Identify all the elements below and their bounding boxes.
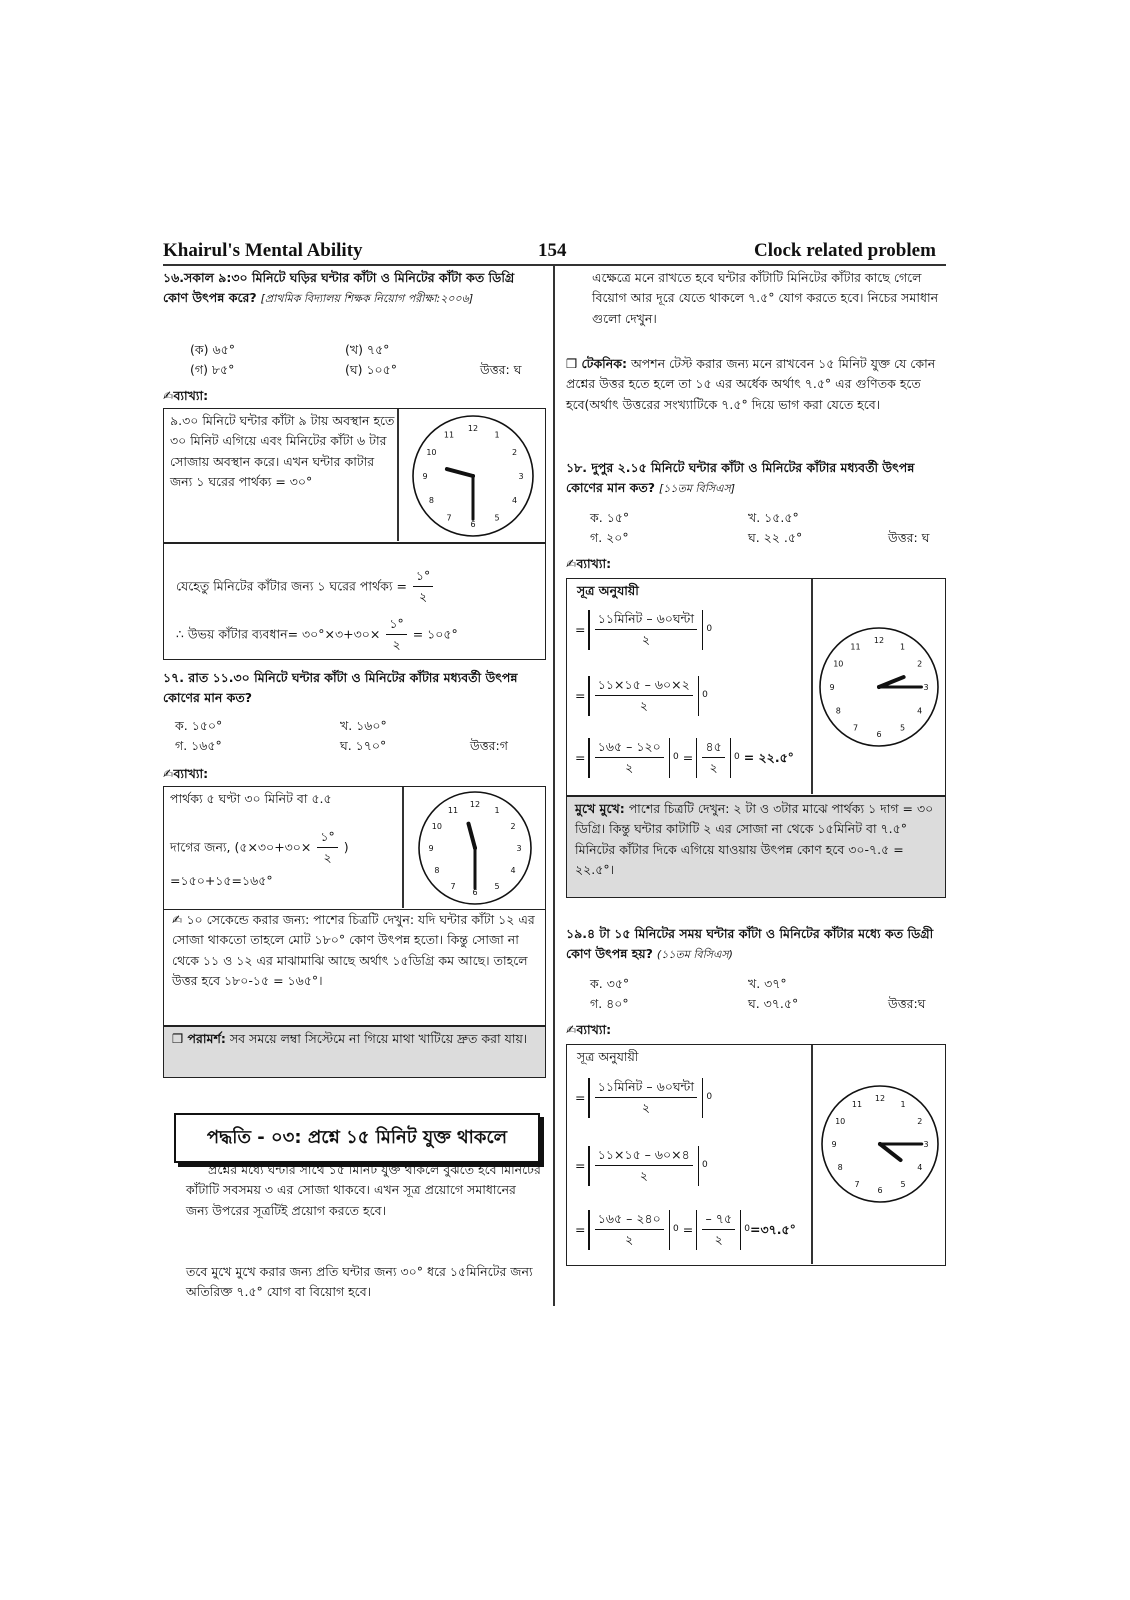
question-19-result: =৩৭.৫° xyxy=(749,1221,796,1237)
clock-number: 1 xyxy=(899,642,906,652)
clock-number: 2 xyxy=(917,1117,923,1126)
clock-number: 1 xyxy=(494,805,500,815)
question-16-calc-line-2: ∴ উভয় কাঁটার ব্যবধান= ৩০°×৩+৩০× $\frac{১^\circ}{২}$ = ১০৫° xyxy=(176,616,458,653)
clock-number: 3 xyxy=(923,683,929,692)
quick-method-label: মুখে মুখে: xyxy=(575,801,625,816)
option-kha: (খ) ৭৫° xyxy=(345,342,390,357)
clock-number: 12 xyxy=(467,424,479,433)
question-19 xyxy=(566,924,944,965)
clock-number: 3 xyxy=(518,472,524,481)
question-17-tip: ✍ ১০ সেকেন্ডে করার জন্য: পাশের চিত্রটি দেখুন: যদি ঘন্টার কাঁটা ১২ এর সোজা থাকতো তাহলে মোট ১৮০° কোণ উৎপন্ন হতো। কিন্তু সোজা না থেকে ১১ ও ১২ এর মাঝামাঝি আছে অর্থাৎ ১৫ডিগ্রি কম আছে। তাহলে উত্তর হবে ১৮০-১৫ = ১৬৫°। xyxy=(172,912,535,988)
clock-number: 5 xyxy=(494,882,500,892)
method-paragraph-2: তবে মুখে মুখে করার জন্য প্রতি ঘন্টার জন্য ৩০° ধরে ১৫মিনিটের জন্য অতিরিক্ত ৭.৫° যোগ বা বিয়োগ হবে। xyxy=(186,1264,533,1300)
option-ga: (গ) ৮৫° xyxy=(190,362,235,378)
technique-label: ❒ টেকনিক: xyxy=(566,356,627,371)
question-19-formula-label: সূত্র অনুযায়ী xyxy=(577,1049,639,1064)
clock-number: 2 xyxy=(512,448,518,457)
method-paragraph-1: প্রশ্নের মধ্যে ঘন্টার সাথে ১৫ মিনিট যুক্ত থাকলে বুঝতে হবে মিনিটের কাঁটাটি সবসময় ৩ এর সোজা থাকবে। এখন সূত্র প্রয়োগে সমাধানের জন্য উপরের সূত্রটিই প্রয়োগ করতে হবে। xyxy=(186,1162,541,1218)
clock-11-30-diagram xyxy=(416,789,534,907)
question-18-options xyxy=(590,508,940,549)
option-gha: ঘ. ২২ .৫° xyxy=(748,530,803,546)
question-16 xyxy=(163,268,543,309)
clock-2-15-diagram xyxy=(817,625,941,749)
question-18-formula-2: = $\frac{১১\times ১৫ - ৬০\times ২}{২}$ 0 xyxy=(575,675,708,717)
clock-number: 4 xyxy=(917,706,923,716)
option-ga: গ. ৪০° xyxy=(590,996,629,1012)
question-18-formula-3: = $\frac{১৬৫ - ১২০}{২}$ 0 = $\frac{৪৫}{২}$ 0 = ২২.৫° xyxy=(575,737,794,779)
option-gha: ঘ. ৩৭.৫° xyxy=(748,996,799,1012)
clock-number: 9 xyxy=(428,844,434,853)
clock-number: 2 xyxy=(510,822,516,831)
question-19-formula-1: = $\frac{\text{১১মিনিট – ৬০ঘন্টা}}{২}$ 0 xyxy=(575,1077,712,1119)
clock-number: 1 xyxy=(900,1100,906,1110)
clock-number: 4 xyxy=(512,496,518,505)
clock-number: 11 xyxy=(851,1100,863,1110)
method-03-title: পদ্ধতি - ০৩: প্রশ্নে ১৫ মিনিট যুক্ত থাকলে xyxy=(174,1113,540,1163)
clock-number: 3 xyxy=(516,844,522,853)
option-kha: খ. ৩৭° xyxy=(748,976,787,991)
question-16-box-text: ৯.৩০ মিনিটে ঘন্টার কাঁটা ৯ টায় অবস্থান হতে ৩০ মিনিট এগিয়ে এবং মিনিটের কাঁটা ৬ টার সোজায় অবস্থান করে। এখন ঘন্টার কাটার জন্য ১ ঘরের পার্থক্য = ৩০° xyxy=(170,413,395,489)
clock-9-30-diagram xyxy=(410,413,536,539)
clock-number: 7 xyxy=(854,1179,860,1189)
running-header-right: Clock related problem xyxy=(754,240,936,261)
clock-number: 5 xyxy=(494,513,500,523)
question-18-formula-label: সূত্র অনুযায়ী xyxy=(577,583,639,598)
clock-4-15-diagram xyxy=(819,1083,941,1205)
clock-number: 3 xyxy=(923,1140,929,1149)
option-kha: খ. ১৬০° xyxy=(340,718,387,733)
technique-text: অপশন টেস্ট করার জন্য মনে রাখবেন ১৫ মিনিট যুক্ত যে কোন প্রশ্নের উত্তর হতে হলে তা ১৫ এর অর্ধেক অর্থাৎ ৭.৫° এর গুণিতক হতে হবে(অর্থাৎ উত্তরের সংখ্যাটিকে ৭.৫° দিয়ে ভাগ করা যেতে হবে। xyxy=(566,356,936,412)
clock-number: 10 xyxy=(835,1117,846,1126)
question-19-source: (১১তম বিসিএস) xyxy=(656,948,733,962)
question-16-calculation-box xyxy=(163,543,546,660)
clock-center xyxy=(877,685,881,689)
option-ga: গ. ২০° xyxy=(590,530,629,546)
clock-number: 11 xyxy=(443,430,455,440)
question-17-box-line-1: পার্থক্য ৫ ঘণ্টা ৩০ মিনিট বা ৫.৫ xyxy=(170,791,332,806)
clock-number: 7 xyxy=(446,513,452,523)
advice-text: সব সময়ে লম্বা সিস্টেমে না গিয়ে মাথা খাটিয়ে দ্রুত করা যায়। xyxy=(229,1031,528,1046)
clock-number: 6 xyxy=(472,888,478,897)
clock-number: 1 xyxy=(494,430,500,440)
question-16-calc-line-1: যেহেতু মিনিটের কাঁটার জন্য ১ ঘরের পার্থক্য = $\frac{১^\circ}{২}$ xyxy=(176,566,435,608)
clock-number: 7 xyxy=(852,723,859,733)
question-19-answer: উত্তর:ঘ xyxy=(888,996,926,1012)
question-19-options xyxy=(590,974,940,1015)
option-ka: (ক) ৬৫° xyxy=(190,342,235,357)
question-17-explanation-label: ✍ব্যাখ্যা: xyxy=(163,766,209,781)
clock-number: 8 xyxy=(837,1163,843,1172)
clock-number: 10 xyxy=(833,659,844,669)
clock-number: 12 xyxy=(874,1094,886,1103)
question-19-formula-2: = $\frac{১১\times ১৫ - ৬০\times ৪}{২}$ 0 xyxy=(575,1145,708,1187)
question-19-text: ১৯.৪ টা ১৫ মিনিটের সময় ঘন্টার কাঁটা ও মিনিটের কাঁটার মধ্যে কত ডিগ্রী কোণ উৎপন্ন হয়? xyxy=(566,926,934,962)
clock-number: 6 xyxy=(470,520,476,529)
clock-number: 6 xyxy=(877,1186,883,1195)
clock-number: 8 xyxy=(835,706,841,716)
option-kha: খ. ১৫.৫° xyxy=(748,510,799,525)
clock-number: 8 xyxy=(428,496,434,505)
clock-number: 12 xyxy=(469,800,481,809)
advice-label: ❒ পরামর্শ: xyxy=(172,1031,226,1046)
clock-number: 4 xyxy=(917,1163,923,1172)
option-ka: ক. ১৫০° xyxy=(175,718,223,733)
question-17-box-line-3: =১৫০+১৫=১৬৫° xyxy=(170,873,273,888)
question-17-tip-box xyxy=(163,910,546,1026)
header-rule xyxy=(163,264,946,266)
clock-number: 4 xyxy=(510,866,516,875)
right-intro: এক্ষেত্রে মনে রাখতে হবে ঘন্টার কাঁটাটি মিনিটের কাঁটার কাছে গেলে বিয়োগ আর দূরে যেতে থাকলে ৭.৫° যোগ করতে হবে। নিচের সমাধান গুলো দেখুন। xyxy=(592,270,939,326)
question-18-answer: উত্তর: ঘ xyxy=(888,530,930,546)
question-16-options xyxy=(190,340,530,381)
clock-number: 11 xyxy=(850,642,861,652)
clock-number: 11 xyxy=(447,805,459,815)
question-18-explanation-box xyxy=(566,578,946,796)
question-16-explanation-box xyxy=(163,408,546,543)
advice-box xyxy=(163,1026,546,1078)
clock-number: 9 xyxy=(422,472,428,481)
question-18-text: ১৮. দুপুর ২.১৫ মিনিটে ঘন্টার কাঁটা ও মিনিটের কাঁটার মধ্যবর্তী উৎপন্ন কোণের মান কত? xyxy=(566,460,915,496)
option-ka: ক. ১৫° xyxy=(590,510,630,525)
question-19-formula-3: = $\frac{১৬৫ - ২৪০}{২}$ 0 = $\frac{- ৭৫}{২}$ 0 =৩৭.৫° xyxy=(575,1209,796,1251)
question-16-answer: উত্তর: ঘ xyxy=(480,362,522,378)
clock-number: 5 xyxy=(900,1179,906,1189)
question-18-result: = ২২.৫° xyxy=(743,749,794,765)
clock-number: 12 xyxy=(873,636,885,645)
clock-number: 10 xyxy=(426,448,437,457)
clock-number: 5 xyxy=(899,723,906,733)
clock-number: 6 xyxy=(876,730,882,739)
clock-number: 9 xyxy=(831,1140,837,1149)
question-16-explanation-label: ✍ব্যাখ্যা: xyxy=(163,388,209,403)
question-18-formula-1: = $\frac{\text{১১মিনিট – ৬০ঘন্টা}}{২}$ 0 xyxy=(575,609,712,651)
column-divider xyxy=(553,266,555,1306)
option-gha: (ঘ) ১০৫° xyxy=(345,362,398,378)
question-17-explanation-box xyxy=(163,786,546,910)
question-16-source: [প্রাথমিক বিদ্যালয় শিক্ষক নিয়োগ পরীক্ষা:২০০৬] xyxy=(260,292,474,306)
question-17-options xyxy=(175,716,535,757)
page-number: 154 xyxy=(538,240,567,261)
question-18 xyxy=(566,458,944,499)
question-17-text: ১৭. রাত ১১.৩০ মিনিটে ঘন্টার কাঁটা ও মিনিটের কাঁটার মধ্যবর্তী উৎপন্ন কোণের মান কত? xyxy=(163,670,518,706)
technique-note xyxy=(566,354,944,415)
option-gha: ঘ. ১৭০° xyxy=(340,738,387,754)
clock-number: 2 xyxy=(917,659,923,669)
question-19-explanation-box xyxy=(566,1044,946,1266)
question-18-source: [১১তম বিসিএস] xyxy=(659,482,736,496)
question-19-explanation-label: ✍ব্যাখ্যা: xyxy=(566,1022,612,1037)
quick-method-text: পাশের চিত্রটি দেখুন: ২ টা ও ৩টার মাঝে পার্থক্য ১ দাগ = ৩০ ডিগ্রি। কিন্তু ঘন্টার কাটাটি ২ এর সোজা না থেকে ১৫মিনিট বা ৭.৫° মিনিটের কাঁটার দিকে এগিয়ে যাওয়ায় উৎপন্ন কোণ হবে ৩০-৭.৫ = ২২.৫°। xyxy=(575,801,934,877)
clock-number: 10 xyxy=(431,822,442,831)
clock-center xyxy=(471,474,475,478)
question-17-answer: উত্তর:গ xyxy=(470,738,508,754)
clock-center xyxy=(473,846,477,850)
quick-method-box xyxy=(566,796,946,898)
option-ga: গ. ১৬৫° xyxy=(175,738,222,754)
option-ka: ক. ৩৫° xyxy=(590,976,630,991)
clock-number: 8 xyxy=(434,866,440,875)
clock-number: 9 xyxy=(829,683,835,692)
clock-number: 7 xyxy=(450,882,456,892)
question-18-explanation-label: ✍ব্যাখ্যা: xyxy=(566,556,612,571)
clock-center xyxy=(878,1142,882,1146)
question-17 xyxy=(163,668,543,709)
question-16-text: ১৬.সকাল ৯:৩০ মিনিটে ঘড়ির ঘন্টার কাঁটা ও মিনিটের কাঁটা কত ডিগ্রি কোণ উৎপন্ন করে? xyxy=(163,270,515,306)
question-17-box-line-2: দাগের জন্য, (৫×৩০+৩০× $\frac{১^\circ}{২}$ ) xyxy=(170,829,349,866)
running-header-left: Khairul's Mental Ability xyxy=(163,240,363,261)
